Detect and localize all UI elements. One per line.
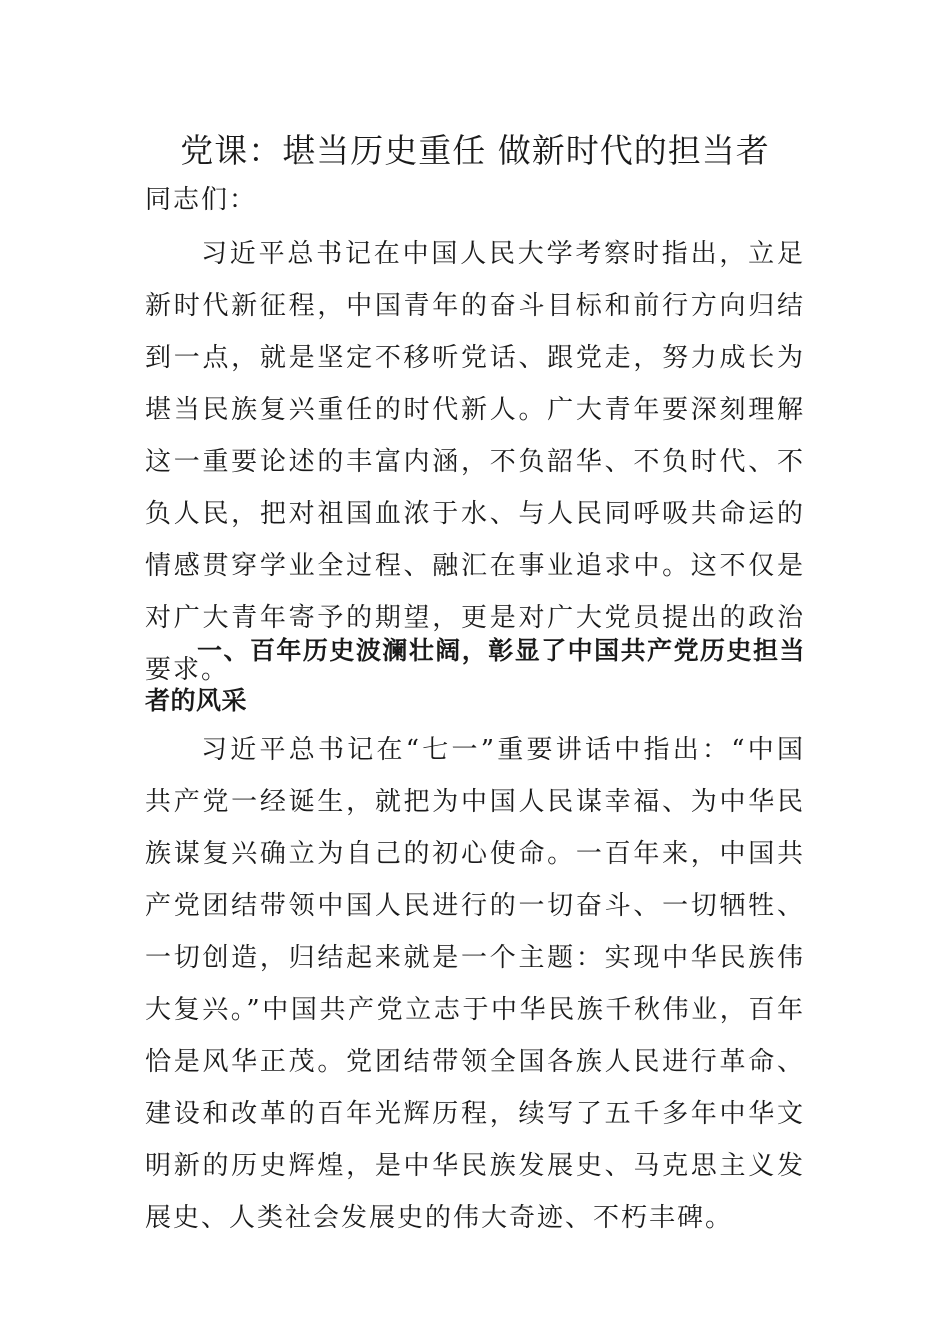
paragraph-intro: 习近平总书记在中国人民大学考察时指出，立足新时代新征程，中国青年的奋斗目标和前行方向归结到一点，就是坚定不移听党话、跟党走，努力成长为堪当民族复兴重任的时代新人。广大青年要深刻理解这一重要论述的丰富内涵，不负韶华、不负时代、不负人民，把对祖国血浓于水、与人民同呼吸共命运的情感贯穿学业全过程、融汇在事业追求中。这不仅是对广大青年寄予的期望，更是对广大党员提出的政治要求。 (145, 239, 805, 685)
section-heading-1: 一、百年历史波澜壮阔，彰显了中国共产党历史担当者的风采 (145, 636, 805, 715)
paragraph-section-1: 习近平总书记在“七一”重要讲话中指出：“中国共产党一经诞生，就把为中国人民谋幸福、为中华民族谋复兴确立为自己的初心使命。一百年来，中国共产党团结带领中国人民进行的一切奋斗、一切牺牲、一切创造，归结起来就是一个主题：实现中华民族伟大复兴。”中国共产党立志于中华民族千秋伟业，百年恰是风华正茂。党团结带领全国各族人民进行革命、建设和改革的百年光辉历程，续写了五千多年中华文明新的历史辉煌，是中华民族发展史、马克思主义发展史、人类社会发展史的伟大奇迹、不朽丰碑。 (145, 735, 805, 1233)
document-title: 党课：堪当历史重任 做新时代的担当者 (180, 131, 770, 170)
salutation: 同志们： (145, 185, 258, 215)
